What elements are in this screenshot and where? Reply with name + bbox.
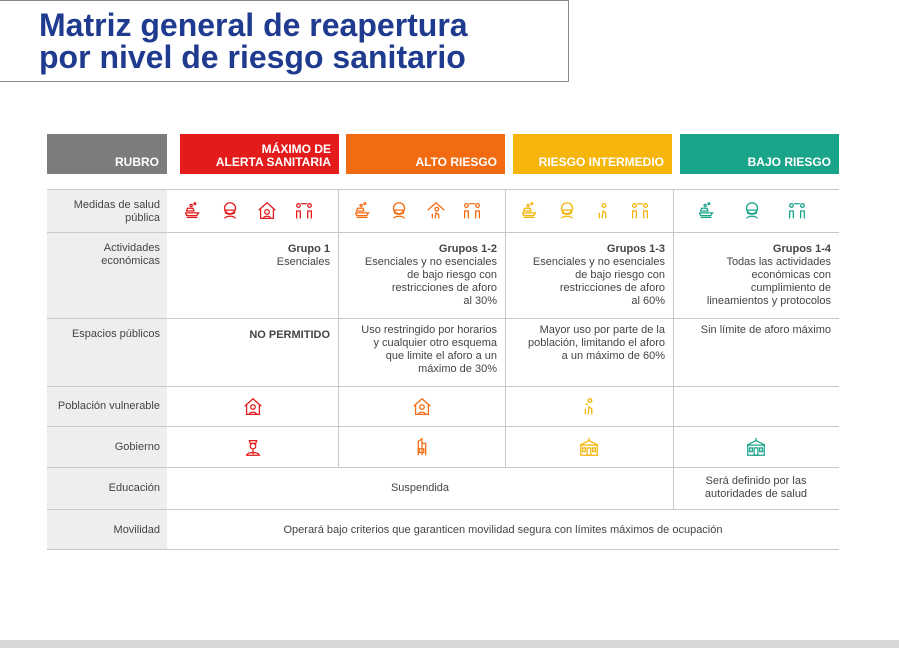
cell-poblacion-alto (338, 387, 505, 426)
cell-espacios-intermedio-line-2: población, limitando el aforo (528, 337, 665, 349)
stay-home-icon (256, 200, 278, 222)
cell-espacios-alto-line-2: y cualquier otro esquema (373, 337, 497, 349)
cell-actividades-maximo-line-1: Esenciales (276, 256, 330, 268)
government-office-icon (411, 436, 433, 458)
title-box (0, 0, 569, 82)
government-building-icon (578, 436, 600, 458)
row-label-actividades (47, 233, 167, 318)
header-alto-label: ALTO RIESGO (415, 155, 497, 169)
social-distance-icon (786, 200, 808, 222)
row-label-movilidad: Movilidad (47, 510, 167, 549)
row-movilidad (47, 509, 839, 550)
row-gobierno (47, 426, 839, 467)
hand-wash-icon (519, 200, 541, 222)
cell-espacios-alto-line-4: máximo de 30% (418, 363, 497, 375)
cell-medidas-alto (338, 190, 505, 232)
page-title-line-1: Matriz general de reapertura (39, 7, 468, 43)
official-person-icon (242, 436, 264, 458)
vulnerable-person-home-icon (242, 396, 264, 418)
cell-espacios-intermedio (505, 319, 673, 386)
cell-movilidad-text: Operará bajo criterios que garanticen movilidad segura con límites máximos de ocupación (283, 524, 723, 536)
cell-actividades-bajo-line-1: Todas las actividades (726, 256, 831, 268)
page-title-line-2: por nivel de riesgo sanitario (39, 39, 466, 75)
row-label-medidas-line-1: Medidas de salud (73, 199, 160, 211)
government-building-icon (745, 436, 767, 458)
vulnerable-person-icon (578, 396, 600, 418)
header-maximo-line-1: MÁXIMO DE (261, 142, 331, 156)
cell-educacion-bajo-line-1: Será definido por las (705, 475, 807, 487)
social-distance-icon (629, 200, 651, 222)
row-label-gobierno: Gobierno (47, 427, 167, 467)
cell-actividades-intermedio-line-3: restricciones de aforo (559, 282, 665, 294)
cell-actividades-alto-line-4: al 30% (463, 295, 497, 307)
cell-actividades-intermedio-line-1: Esenciales y no esenciales (532, 256, 665, 268)
row-poblacion (47, 386, 839, 426)
row-label-espacios: Espacios públicos (47, 319, 167, 386)
row-label-medidas-line-2: pública (125, 212, 160, 224)
row-actividades (47, 232, 839, 318)
cell-actividades-intermedio-line-2: de bajo riesgo con (575, 269, 665, 281)
cell-actividades-maximo-title: Grupo 1 (287, 243, 330, 255)
cell-espacios-maximo: NO PERMITIDO (249, 329, 330, 341)
row-medidas (47, 189, 839, 232)
social-distance-icon (461, 200, 483, 222)
header-alto (346, 134, 505, 174)
cell-medidas-intermedio (505, 190, 673, 232)
cell-actividades-bajo-line-3: cumplimiento de (750, 282, 831, 294)
cell-actividades-alto (338, 233, 505, 318)
cell-actividades-bajo-title: Grupos 1-4 (772, 243, 831, 255)
row-educacion (47, 467, 839, 509)
vulnerable-person-icon (592, 200, 614, 222)
header-intermedio-label: RIESGO INTERMEDIO (538, 155, 664, 169)
cell-espacios-alto (338, 319, 505, 386)
header-maximo (180, 134, 339, 174)
cell-gobierno-intermedio (505, 427, 673, 467)
cell-actividades-intermedio (505, 233, 673, 318)
vulnerable-person-home-icon (411, 396, 433, 418)
cell-educacion-suspendida: Suspendida (390, 482, 450, 494)
header-rubro-label: RUBRO (115, 155, 159, 169)
cell-medidas-maximo (167, 190, 338, 232)
social-distance-icon (293, 200, 315, 222)
row-label-actividades-line-2: económicas (101, 255, 160, 267)
face-mask-icon (219, 200, 241, 222)
cell-actividades-intermedio-line-4: al 60% (631, 295, 665, 307)
face-mask-icon (388, 200, 410, 222)
header-intermedio (513, 134, 672, 174)
cell-actividades-alto-line-1: Esenciales y no esenciales (364, 256, 497, 268)
cell-actividades-bajo-line-4: lineamientos y protocolos (706, 295, 831, 307)
face-mask-icon (556, 200, 578, 222)
hand-wash-icon (352, 200, 374, 222)
header-bajo (680, 134, 839, 174)
cell-actividades-alto-title: Grupos 1-2 (438, 243, 497, 255)
cell-poblacion-maximo (167, 387, 338, 426)
cell-espacios-bajo: Sin límite de aforo máximo (700, 324, 831, 336)
cell-espacios-intermedio-line-3: a un máximo de 60% (561, 350, 665, 362)
row-label-medidas (47, 190, 167, 232)
cell-actividades-alto-line-3: restricciones de aforo (391, 282, 497, 294)
cell-poblacion-bajo (673, 387, 839, 426)
hand-wash-icon (696, 200, 718, 222)
row-label-actividades-line-1: Actividades (103, 242, 160, 254)
header-maximo-line-2: ALERTA SANITARIA (215, 155, 331, 169)
cell-poblacion-intermedio (505, 387, 673, 426)
cell-medidas-bajo (673, 190, 839, 232)
cell-gobierno-alto (338, 427, 505, 467)
vulnerable-person-icon (425, 200, 447, 222)
hand-wash-icon (182, 200, 204, 222)
bottom-bar (0, 640, 899, 648)
cell-actividades-intermedio-title: Grupos 1-3 (606, 243, 665, 255)
row-label-educacion: Educación (47, 468, 167, 509)
cell-actividades-bajo (673, 233, 839, 318)
cell-actividades-maximo (167, 233, 338, 318)
header-rubro (47, 134, 167, 174)
row-espacios (47, 318, 839, 386)
cell-espacios-alto-line-3: que limite el aforo a un (385, 350, 497, 362)
face-mask-icon (741, 200, 763, 222)
cell-espacios-alto-line-1: Uso restringido por horarios (361, 324, 497, 336)
cell-actividades-bajo-line-2: económicas con (751, 269, 831, 281)
row-label-poblacion: Población vulnerable (47, 387, 167, 426)
cell-espacios-intermedio-line-1: Mayor uso por parte de la (539, 324, 665, 336)
cell-educacion-bajo (673, 468, 839, 509)
cell-gobierno-bajo (673, 427, 839, 467)
cell-gobierno-maximo (167, 427, 338, 467)
header-bajo-label: BAJO RIESGO (747, 155, 831, 169)
matrix-table (47, 189, 839, 550)
cell-educacion-bajo-line-2: autoridades de salud (704, 488, 808, 500)
cell-actividades-alto-line-2: de bajo riesgo con (407, 269, 497, 281)
